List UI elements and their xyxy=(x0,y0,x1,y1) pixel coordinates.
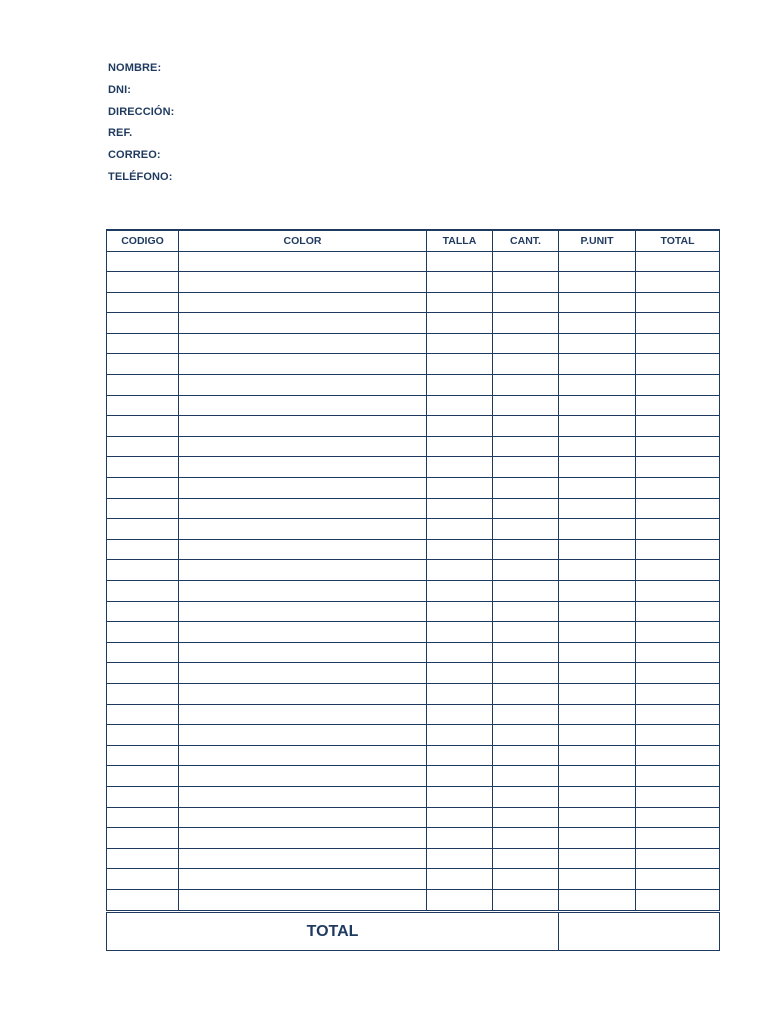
cell-color[interactable] xyxy=(179,375,427,396)
cell-color[interactable] xyxy=(179,704,427,725)
cell-punit[interactable] xyxy=(559,539,636,560)
cell-total[interactable] xyxy=(636,395,720,416)
table-row xyxy=(107,354,720,375)
cell-color[interactable] xyxy=(179,395,427,416)
cell-talla[interactable] xyxy=(427,828,493,849)
cell-total[interactable] xyxy=(636,478,720,499)
cell-codigo[interactable] xyxy=(107,333,179,354)
cell-talla[interactable] xyxy=(427,375,493,396)
cell-codigo[interactable] xyxy=(107,478,179,499)
cell-codigo[interactable] xyxy=(107,786,179,807)
cell-codigo[interactable] xyxy=(107,292,179,313)
cell-punit[interactable] xyxy=(559,375,636,396)
table-row xyxy=(107,725,720,746)
total-row xyxy=(107,913,720,951)
cell-punit[interactable] xyxy=(559,251,636,272)
cell-talla[interactable] xyxy=(427,436,493,457)
cell-color[interactable] xyxy=(179,663,427,684)
cell-punit[interactable] xyxy=(559,786,636,807)
cell-color[interactable] xyxy=(179,889,427,910)
table-row xyxy=(107,560,720,581)
cell-punit[interactable] xyxy=(559,642,636,663)
cell-codigo[interactable] xyxy=(107,395,179,416)
cell-total[interactable] xyxy=(636,581,720,602)
cell-talla[interactable] xyxy=(427,333,493,354)
order-table xyxy=(106,229,720,911)
cell-color[interactable] xyxy=(179,828,427,849)
cell-cant[interactable] xyxy=(493,560,559,581)
cell-talla[interactable] xyxy=(427,622,493,643)
cell-total[interactable] xyxy=(636,251,720,272)
cell-punit[interactable] xyxy=(559,272,636,293)
cell-total[interactable] xyxy=(636,457,720,478)
cell-cant[interactable] xyxy=(493,622,559,643)
cell-total[interactable] xyxy=(636,704,720,725)
cell-talla[interactable] xyxy=(427,601,493,622)
cell-punit[interactable] xyxy=(559,333,636,354)
cell-codigo[interactable] xyxy=(107,251,179,272)
cell-codigo[interactable] xyxy=(107,601,179,622)
cell-talla[interactable] xyxy=(427,539,493,560)
cell-punit[interactable] xyxy=(559,560,636,581)
cell-punit[interactable] xyxy=(559,807,636,828)
cell-cant[interactable] xyxy=(493,745,559,766)
cell-color[interactable] xyxy=(179,601,427,622)
cell-punit[interactable] xyxy=(559,869,636,890)
table-row xyxy=(107,457,720,478)
cell-cant[interactable] xyxy=(493,498,559,519)
cell-punit[interactable] xyxy=(559,478,636,499)
cell-codigo[interactable] xyxy=(107,519,179,540)
cell-color[interactable] xyxy=(179,539,427,560)
cell-codigo[interactable] xyxy=(107,745,179,766)
cell-total[interactable] xyxy=(636,498,720,519)
cell-punit[interactable] xyxy=(559,581,636,602)
table-row xyxy=(107,766,720,787)
cell-color[interactable] xyxy=(179,478,427,499)
cell-codigo[interactable] xyxy=(107,683,179,704)
cell-punit[interactable] xyxy=(559,745,636,766)
table-row xyxy=(107,807,720,828)
table-row xyxy=(107,869,720,890)
cell-total[interactable] xyxy=(636,766,720,787)
cell-color[interactable] xyxy=(179,745,427,766)
cell-total[interactable] xyxy=(636,848,720,869)
cell-cant[interactable] xyxy=(493,333,559,354)
cell-color[interactable] xyxy=(179,869,427,890)
table-row xyxy=(107,436,720,457)
cell-codigo[interactable] xyxy=(107,725,179,746)
cell-color[interactable] xyxy=(179,807,427,828)
cell-total[interactable] xyxy=(636,601,720,622)
cell-total[interactable] xyxy=(636,375,720,396)
cell-punit[interactable] xyxy=(559,704,636,725)
cell-talla[interactable] xyxy=(427,683,493,704)
cell-total[interactable] xyxy=(636,725,720,746)
cell-color[interactable] xyxy=(179,251,427,272)
cell-talla[interactable] xyxy=(427,663,493,684)
cell-cant[interactable] xyxy=(493,313,559,334)
cell-punit[interactable] xyxy=(559,601,636,622)
cell-total[interactable] xyxy=(636,313,720,334)
table-row xyxy=(107,704,720,725)
cell-color[interactable] xyxy=(179,416,427,437)
cell-total[interactable] xyxy=(636,560,720,581)
column-header-talla: TALLA xyxy=(427,230,493,251)
cell-punit[interactable] xyxy=(559,457,636,478)
cell-codigo[interactable] xyxy=(107,272,179,293)
cell-cant[interactable] xyxy=(493,663,559,684)
column-header-total: TOTAL xyxy=(636,230,720,251)
cell-talla[interactable] xyxy=(427,807,493,828)
cell-talla[interactable] xyxy=(427,889,493,910)
field-ref-label: REF. xyxy=(108,127,133,140)
cell-total[interactable] xyxy=(636,786,720,807)
cell-cant[interactable] xyxy=(493,828,559,849)
table-row xyxy=(107,889,720,910)
cell-talla[interactable] xyxy=(427,704,493,725)
cell-cant[interactable] xyxy=(493,519,559,540)
cell-codigo[interactable] xyxy=(107,828,179,849)
cell-color[interactable] xyxy=(179,848,427,869)
cell-punit[interactable] xyxy=(559,498,636,519)
cell-color[interactable] xyxy=(179,642,427,663)
cell-codigo[interactable] xyxy=(107,622,179,643)
cell-codigo[interactable] xyxy=(107,663,179,684)
cell-codigo[interactable] xyxy=(107,539,179,560)
cell-talla[interactable] xyxy=(427,251,493,272)
cell-color[interactable] xyxy=(179,498,427,519)
table-row xyxy=(107,416,720,437)
cell-punit[interactable] xyxy=(559,395,636,416)
cell-talla[interactable] xyxy=(427,416,493,437)
table-row xyxy=(107,828,720,849)
cell-color[interactable] xyxy=(179,725,427,746)
cell-color[interactable] xyxy=(179,272,427,293)
field-correo-label: CORREO: xyxy=(108,149,161,162)
table-row xyxy=(107,539,720,560)
cell-punit[interactable] xyxy=(559,519,636,540)
cell-total[interactable] xyxy=(636,539,720,560)
cell-codigo[interactable] xyxy=(107,457,179,478)
cell-color[interactable] xyxy=(179,436,427,457)
cell-cant[interactable] xyxy=(493,848,559,869)
cell-total[interactable] xyxy=(636,869,720,890)
cell-color[interactable] xyxy=(179,292,427,313)
cell-talla[interactable] xyxy=(427,642,493,663)
cell-talla[interactable] xyxy=(427,766,493,787)
table-row xyxy=(107,251,720,272)
cell-cant[interactable] xyxy=(493,416,559,437)
cell-color[interactable] xyxy=(179,622,427,643)
cell-talla[interactable] xyxy=(427,745,493,766)
cell-cant[interactable] xyxy=(493,766,559,787)
cell-total[interactable] xyxy=(636,333,720,354)
cell-codigo[interactable] xyxy=(107,889,179,910)
cell-cant[interactable] xyxy=(493,704,559,725)
cell-cant[interactable] xyxy=(493,601,559,622)
table-row xyxy=(107,745,720,766)
column-header-cant: CANT. xyxy=(493,230,559,251)
cell-talla[interactable] xyxy=(427,354,493,375)
cell-talla[interactable] xyxy=(427,848,493,869)
cell-total[interactable] xyxy=(636,663,720,684)
table-row xyxy=(107,395,720,416)
cell-codigo[interactable] xyxy=(107,436,179,457)
column-header-color: COLOR xyxy=(179,230,427,251)
field-telefono-label: TELÉFONO: xyxy=(108,170,173,183)
cell-punit[interactable] xyxy=(559,292,636,313)
column-header-punit: P.UNIT xyxy=(559,230,636,251)
cell-total[interactable] xyxy=(636,416,720,437)
cell-codigo[interactable] xyxy=(107,416,179,437)
cell-cant[interactable] xyxy=(493,251,559,272)
table-row xyxy=(107,478,720,499)
cell-cant[interactable] xyxy=(493,786,559,807)
table-row xyxy=(107,581,720,602)
cell-total[interactable] xyxy=(636,519,720,540)
cell-color[interactable] xyxy=(179,313,427,334)
cell-punit[interactable] xyxy=(559,889,636,910)
cell-cant[interactable] xyxy=(493,889,559,910)
cell-punit[interactable] xyxy=(559,436,636,457)
cell-talla[interactable] xyxy=(427,786,493,807)
cell-punit[interactable] xyxy=(559,683,636,704)
cell-talla[interactable] xyxy=(427,457,493,478)
table-row xyxy=(107,848,720,869)
cell-total[interactable] xyxy=(636,436,720,457)
total-summary xyxy=(106,912,720,951)
cell-color[interactable] xyxy=(179,519,427,540)
table-row xyxy=(107,683,720,704)
cell-punit[interactable] xyxy=(559,416,636,437)
cell-punit[interactable] xyxy=(559,622,636,643)
cell-color[interactable] xyxy=(179,786,427,807)
table-row xyxy=(107,292,720,313)
cell-punit[interactable] xyxy=(559,725,636,746)
cell-codigo[interactable] xyxy=(107,766,179,787)
cell-codigo[interactable] xyxy=(107,498,179,519)
cell-talla[interactable] xyxy=(427,313,493,334)
table-header-row xyxy=(107,230,720,251)
cell-cant[interactable] xyxy=(493,725,559,746)
cell-total[interactable] xyxy=(636,683,720,704)
cell-color[interactable] xyxy=(179,354,427,375)
cell-talla[interactable] xyxy=(427,395,493,416)
cell-total[interactable] xyxy=(636,745,720,766)
table-row xyxy=(107,498,720,519)
field-dni-label: DNI: xyxy=(108,83,132,96)
cell-color[interactable] xyxy=(179,766,427,787)
field-direccion-label: DIRECCIÓN: xyxy=(108,105,175,118)
cell-punit[interactable] xyxy=(559,313,636,334)
table-row xyxy=(107,601,720,622)
cell-cant[interactable] xyxy=(493,375,559,396)
cell-color[interactable] xyxy=(179,333,427,354)
total-label: TOTAL xyxy=(107,913,559,951)
table-row xyxy=(107,519,720,540)
cell-cant[interactable] xyxy=(493,272,559,293)
cell-talla[interactable] xyxy=(427,725,493,746)
table-row xyxy=(107,786,720,807)
cell-codigo[interactable] xyxy=(107,560,179,581)
column-header-codigo: CODIGO xyxy=(107,230,179,251)
table-row xyxy=(107,272,720,293)
cell-total[interactable] xyxy=(636,642,720,663)
cell-talla[interactable] xyxy=(427,292,493,313)
cell-cant[interactable] xyxy=(493,354,559,375)
cell-punit[interactable] xyxy=(559,663,636,684)
cell-total[interactable] xyxy=(636,889,720,910)
cell-cant[interactable] xyxy=(493,436,559,457)
table-row xyxy=(107,313,720,334)
cell-cant[interactable] xyxy=(493,807,559,828)
cell-talla[interactable] xyxy=(427,272,493,293)
table-row xyxy=(107,622,720,643)
cell-total[interactable] xyxy=(636,828,720,849)
cell-cant[interactable] xyxy=(493,642,559,663)
cell-color[interactable] xyxy=(179,683,427,704)
cell-codigo[interactable] xyxy=(107,354,179,375)
cell-cant[interactable] xyxy=(493,395,559,416)
order-table-body xyxy=(107,251,720,910)
cell-talla[interactable] xyxy=(427,478,493,499)
cell-talla[interactable] xyxy=(427,519,493,540)
cell-punit[interactable] xyxy=(559,354,636,375)
cell-color[interactable] xyxy=(179,560,427,581)
cell-cant[interactable] xyxy=(493,292,559,313)
cell-cant[interactable] xyxy=(493,581,559,602)
cell-total[interactable] xyxy=(636,272,720,293)
cell-total[interactable] xyxy=(636,622,720,643)
total-value-cell[interactable] xyxy=(559,913,720,951)
cell-punit[interactable] xyxy=(559,848,636,869)
cell-talla[interactable] xyxy=(427,581,493,602)
cell-cant[interactable] xyxy=(493,457,559,478)
cell-talla[interactable] xyxy=(427,869,493,890)
cell-codigo[interactable] xyxy=(107,642,179,663)
cell-total[interactable] xyxy=(636,354,720,375)
cell-codigo[interactable] xyxy=(107,581,179,602)
cell-talla[interactable] xyxy=(427,498,493,519)
cell-total[interactable] xyxy=(636,807,720,828)
cell-cant[interactable] xyxy=(493,869,559,890)
cell-color[interactable] xyxy=(179,457,427,478)
cell-color[interactable] xyxy=(179,581,427,602)
cell-cant[interactable] xyxy=(493,683,559,704)
table-row xyxy=(107,333,720,354)
cell-cant[interactable] xyxy=(493,539,559,560)
cell-codigo[interactable] xyxy=(107,807,179,828)
cell-punit[interactable] xyxy=(559,828,636,849)
cell-talla[interactable] xyxy=(427,560,493,581)
table-row xyxy=(107,642,720,663)
cell-codigo[interactable] xyxy=(107,375,179,396)
cell-codigo[interactable] xyxy=(107,869,179,890)
table-row xyxy=(107,663,720,684)
customer-info-block xyxy=(108,59,174,190)
cell-cant[interactable] xyxy=(493,478,559,499)
table-row xyxy=(107,375,720,396)
cell-codigo[interactable] xyxy=(107,848,179,869)
field-nombre-label: NOMBRE: xyxy=(108,62,162,74)
cell-total[interactable] xyxy=(636,292,720,313)
cell-punit[interactable] xyxy=(559,766,636,787)
cell-codigo[interactable] xyxy=(107,313,179,334)
cell-codigo[interactable] xyxy=(107,704,179,725)
